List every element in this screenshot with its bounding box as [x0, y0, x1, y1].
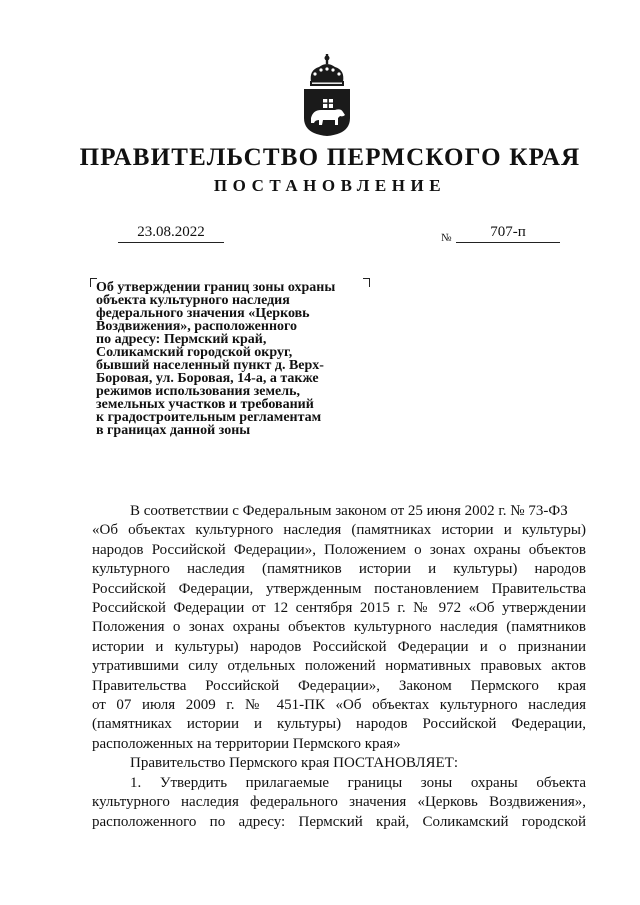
body-line: расположенных на территории Пермского края»: [92, 735, 401, 752]
body-line: народов Российской Федерации», Положением о зонах охраны объектов: [92, 541, 586, 558]
body-line: Российской Федерации, утвержденным постановлением Правительства: [92, 580, 586, 597]
subject-line: объекта культурного наследия: [96, 293, 290, 308]
government-title: ПРАВИТЕЛЬСТВО ПЕРМСКОГО КРАЯ: [79, 144, 581, 171]
subject-line: Воздвижения», расположенного: [96, 319, 298, 334]
body-line: «Об объектах культурного наследия (памятниках истории и культуры): [92, 522, 586, 539]
body-line: Российской Федерации от 12 сентября 2015 г. № 972 «Об утверждении: [92, 600, 586, 617]
document-body: [92, 502, 586, 832]
subject-line: режимов использования земель,: [96, 384, 301, 399]
subject-line: Боровая, ул. Боровая, 14-а, а также: [96, 371, 319, 386]
body-line: Положения о зонах охраны объектов культурного наследия (памятников: [92, 619, 586, 636]
body-line: культурного наследия (памятников истории и культуры) народов: [92, 561, 586, 578]
body-line: Правительство Пермского края ПОСТАНОВЛЯЕТ:: [130, 755, 459, 772]
body-line: 1. Утвердить прилагаемые границы зоны охраны объекта: [130, 774, 586, 791]
document-date: 23.08.2022: [118, 224, 224, 243]
body-line: истории и культуры) народов Российской Федерации и о признании: [92, 638, 586, 655]
crown-icon: [310, 54, 344, 86]
body-line: расположенного по адресу: Пермский край, Соликамский городской: [92, 813, 586, 830]
document-subject: [96, 281, 366, 437]
subject-line: Об утверждении границ зоны охраны: [96, 280, 336, 295]
number-sign: №: [441, 232, 452, 244]
body-line: от 07 июля 2009 г. № 451-ПК «Об объектах культурного наследия: [92, 697, 586, 714]
subject-line: к градостроительным регламентам: [96, 410, 322, 425]
body-line: Правительства Российской Федерации», Законом Пермского края: [92, 677, 586, 694]
subject-line: по адресу: Пермский край,: [96, 332, 267, 347]
coat-of-arms-emblem: [301, 52, 353, 138]
subject-line: Соликамский городской округ,: [96, 345, 293, 360]
body-line: (памятниках истории и культуры) народов Российской Федерации,: [92, 716, 586, 733]
subject-line: бывший населенный пункт д. Верх-: [96, 358, 324, 373]
body-line: утратившими силу отдельных положений нормативных правовых актов: [92, 658, 586, 675]
body-line: В соответствии с Федеральным законом от 25 июня 2002 г. № 73-ФЗ: [130, 503, 568, 519]
document-number: 707-п: [456, 224, 560, 243]
subject-line: федерального значения «Церковь: [96, 306, 310, 321]
subject-line: в границах данной зоны: [96, 423, 251, 438]
document-type-title: ПОСТАНОВЛЕНИЕ: [213, 176, 447, 195]
subject-line: земельных участков и требований: [96, 397, 314, 412]
body-line: культурного наследия федерального значения «Церковь Воздвижения»,: [92, 794, 586, 811]
